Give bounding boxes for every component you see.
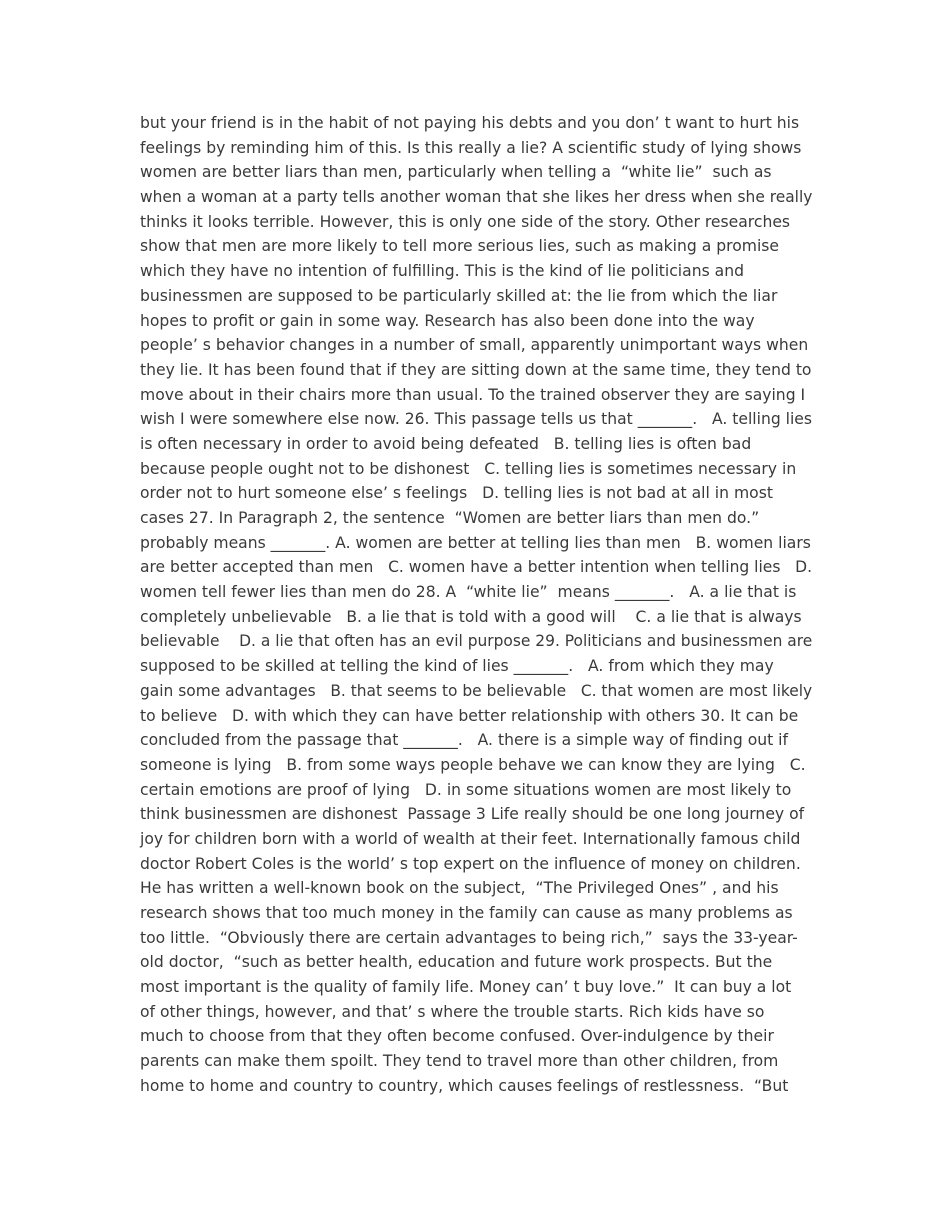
passage-text	[140, 111, 812, 1099]
text-line: to believe D. with which they can have better relationship with others 30. It can be	[140, 706, 799, 725]
text-line: because people ought not to be dishonest C. telling lies is sometimes necessary in	[140, 459, 797, 478]
text-line: old doctor, “such as better health, education and future work prospects. But the	[140, 953, 773, 972]
text-line: which they have no intention of fulfilling. This is the kind of lie politicians and	[140, 262, 744, 281]
text-line: when a woman at a party tells another woman that she likes her dress when she really	[140, 188, 813, 207]
text-line: hopes to profit or gain in some way. Research has also been done into the way	[140, 311, 755, 330]
text-line: businessmen are supposed to be particularly skilled at: the lie from which the liar	[140, 286, 778, 305]
text-line: of other things, however, and that’ s where the trouble starts. Rich kids have so	[140, 1002, 765, 1021]
text-line: too little. “Obviously there are certain advantages to being rich,” says the 33-year-	[140, 928, 798, 947]
text-line: cases 27. In Paragraph 2, the sentence “Women are better liars than men do.”	[140, 509, 760, 527]
text-line: someone is lying B. from some ways people behave we can know they are lying C.	[140, 755, 806, 774]
text-line: order not to hurt someone else’ s feelings D. telling lies is not bad at all in most	[140, 484, 773, 503]
text-line: home to home and country to country, which causes feelings of restlessness. “But	[140, 1076, 789, 1095]
text-line: move about in their chairs more than usual. To the trained observer they are saying I	[140, 385, 806, 404]
text-line: certain emotions are proof of lying D. in some situations women are most likely to	[140, 780, 792, 799]
text-line: probably means _______. A. women are better at telling lies than men B. women liars	[140, 533, 811, 552]
text-line: much to choose from that they often become confused. Over-indulgence by their	[140, 1027, 774, 1046]
text-line: parents can make them spoilt. They tend to travel more than other children, from	[140, 1052, 779, 1071]
text-line: feelings by reminding him of this. Is this really a lie? A scientific study of lying shows	[140, 138, 802, 157]
text-line: but your friend is in the habit of not paying his debts and you don’ t want to hurt his	[140, 114, 800, 132]
text-line: think businessmen are dishonest Passage 3 Life really should be one long journey of	[140, 805, 805, 824]
text-line: believable D. a lie that often has an evil purpose 29. Politicians and businessmen are	[140, 632, 813, 651]
text-line: He has written a well-known book on the subject, “The Privileged Ones” , and his	[140, 879, 779, 898]
text-line: show that men are more likely to tell more serious lies, such as making a promise	[140, 237, 780, 256]
text-line: research shows that too much money in the family can cause as many problems as	[140, 904, 793, 922]
text-line: thinks it looks terrible. However, this is only one side of the story. Other researches	[140, 212, 791, 231]
text-line: gain some advantages B. that seems to be believable C. that women are most likely	[140, 681, 813, 700]
text-line: most important is the quality of family life. Money can’ t buy love.” It can buy a lot	[140, 978, 792, 997]
text-line: people’ s behavior changes in a number of small, apparently unimportant ways when	[140, 336, 809, 355]
text-line: is often necessary in order to avoid being defeated B. telling lies is often bad	[140, 434, 752, 453]
text-line: are better accepted than men C. women have a better intention when telling lies D.	[140, 558, 813, 577]
text-line: wish I were somewhere else now. 26. This passage tells us that _______. A. telling lies	[140, 410, 812, 429]
text-line: concluded from the passage that _______. A. there is a simple way of finding out if	[140, 731, 789, 750]
text-line: they lie. It has been found that if they are sitting down at the same time, they tend to	[140, 360, 812, 379]
text-line: women tell fewer lies than men do 28. A “white lie” means _______. A. a lie that is	[140, 583, 797, 602]
text-line: joy for children born with a world of wealth at their feet. Internationally famous child	[140, 829, 801, 848]
text-line: completely unbelievable B. a lie that is told with a good will C. a lie that is always	[140, 607, 802, 626]
text-line: supposed to be skilled at telling the kind of lies _______. A. from which they may	[140, 657, 774, 676]
text-line: doctor Robert Coles is the world’ s top expert on the influence of money on children.	[140, 854, 801, 873]
text-line: women are better liars than men, particularly when telling a “white lie” such as	[140, 163, 772, 182]
